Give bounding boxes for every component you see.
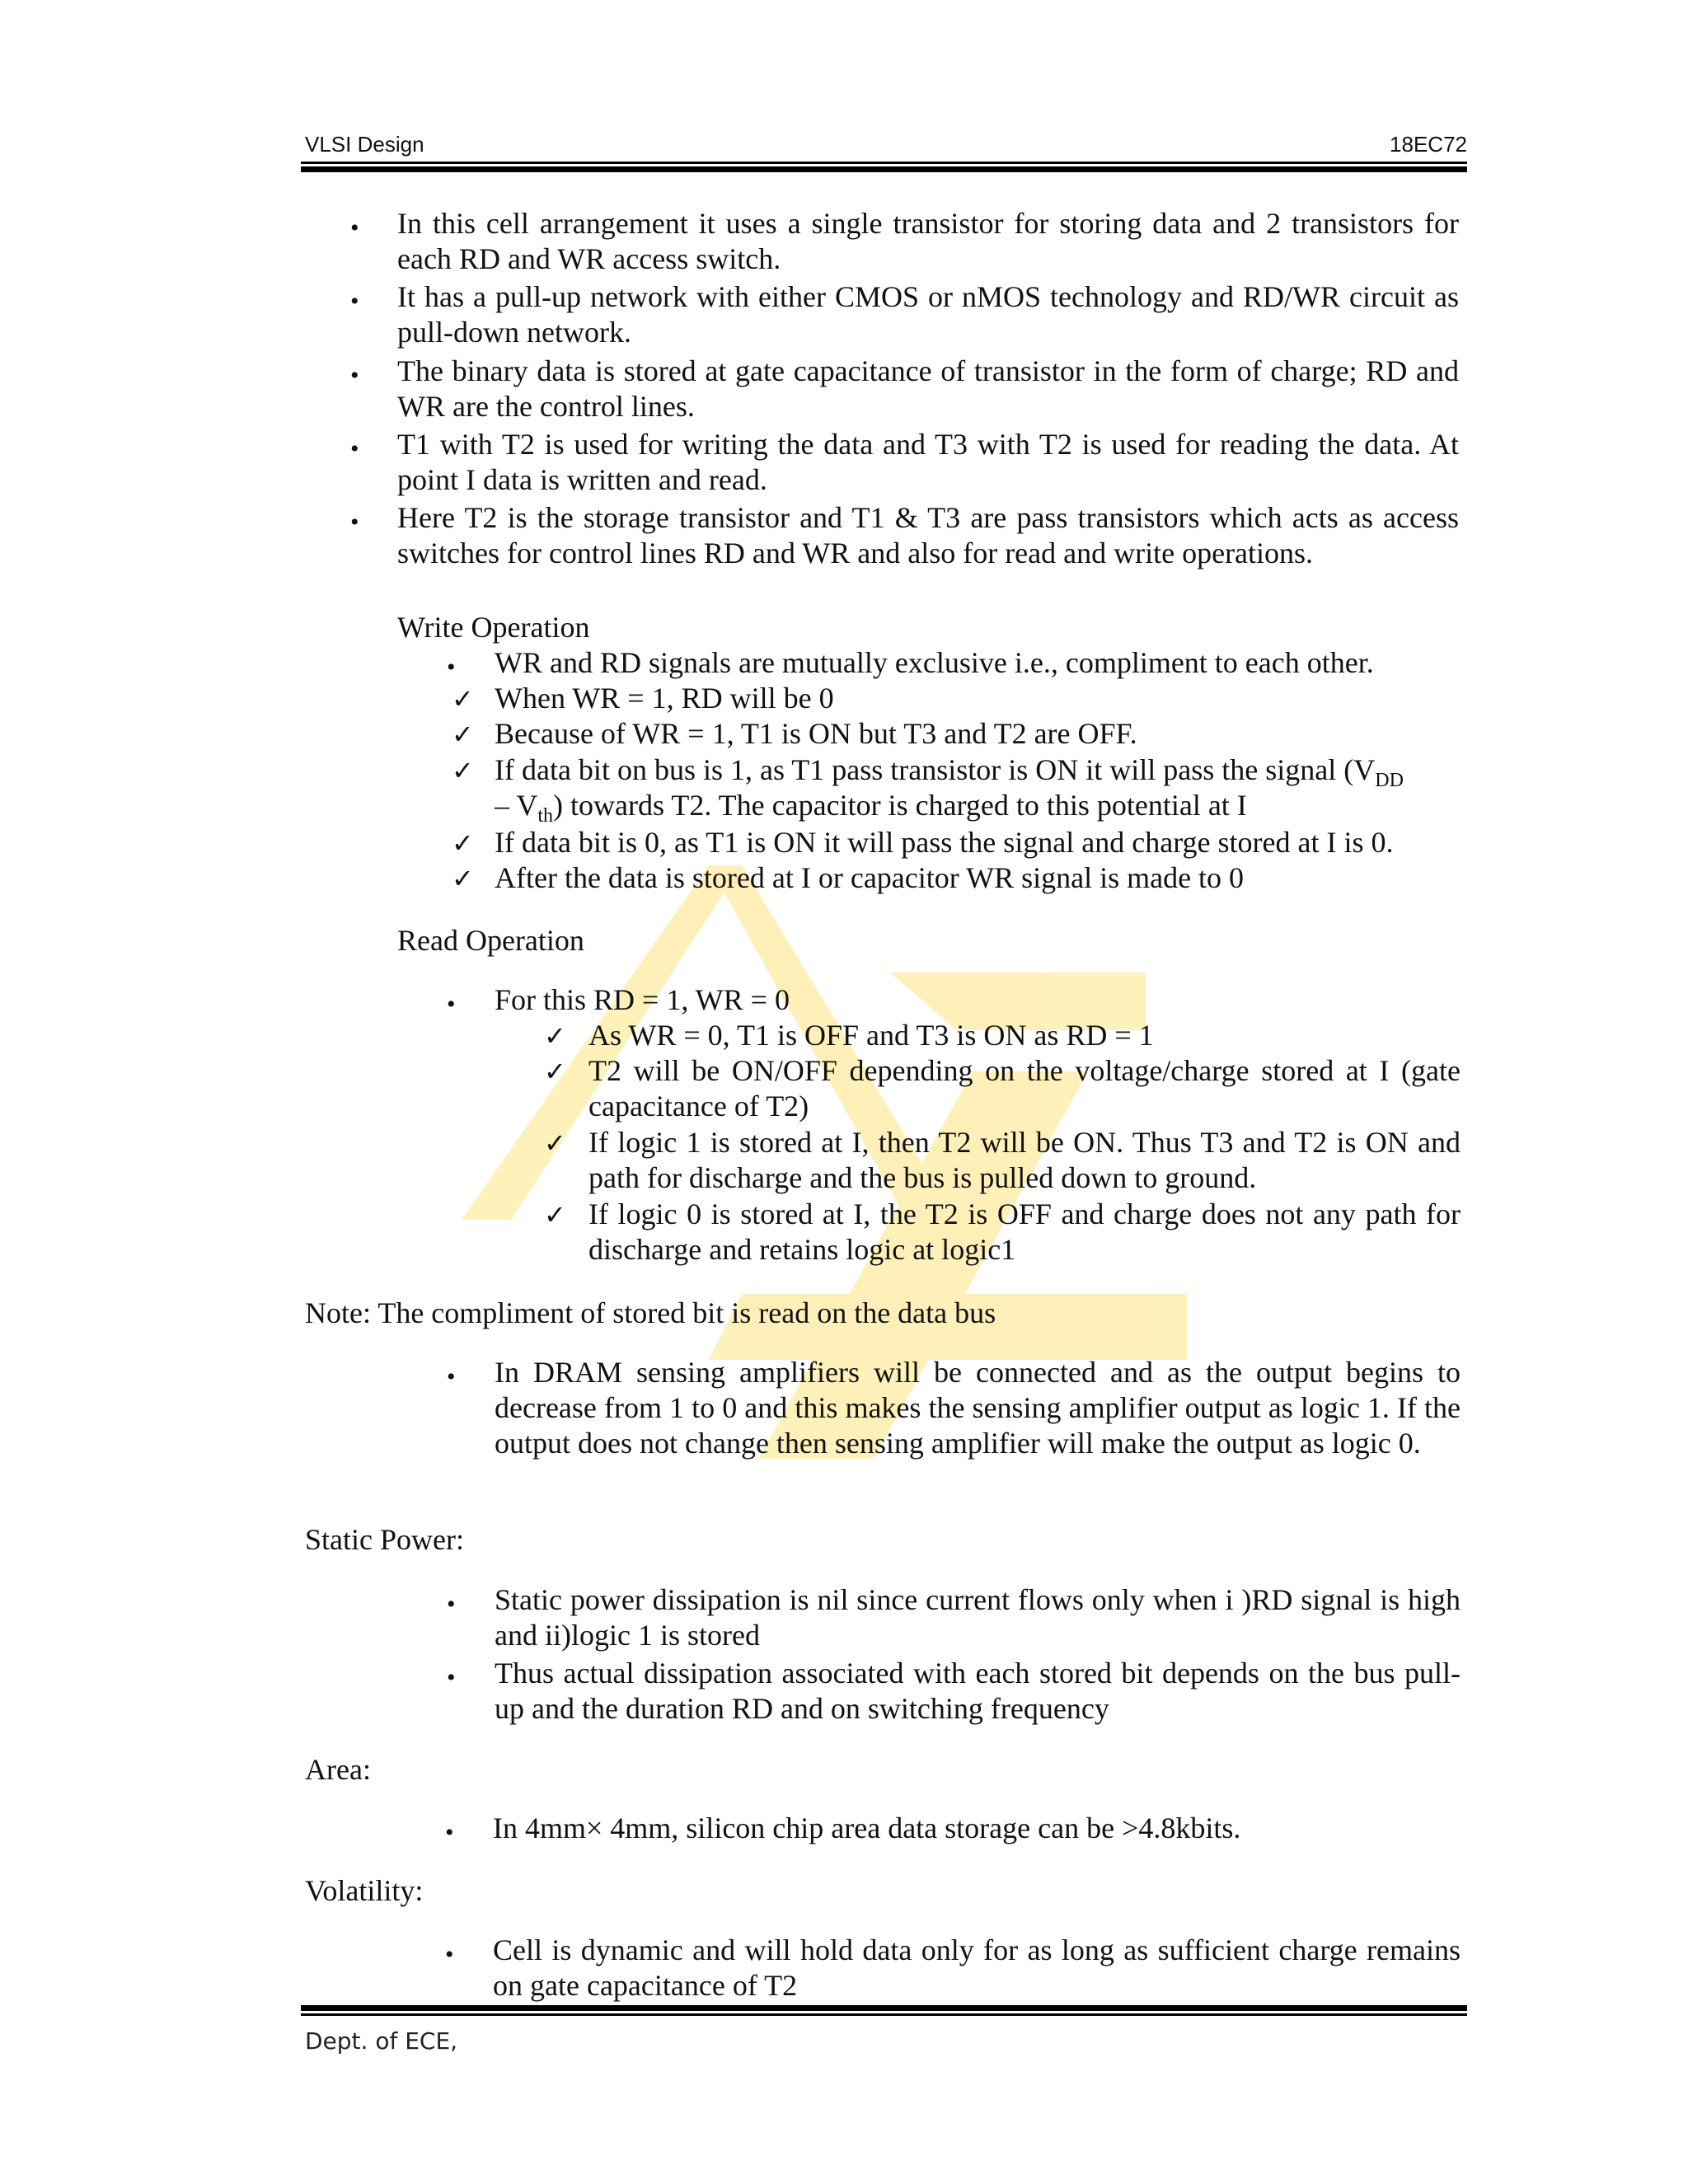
bullet-marker: • — [445, 1941, 454, 1968]
list-item: WR and RD signals are mutually exclusive i.e., compliment to each other. — [495, 646, 1374, 679]
page-header — [305, 132, 1467, 162]
list-item: After the data is stored at I or capacitor WR signal is made to 0 — [495, 861, 1245, 894]
header-course-code: 18EC72 — [1390, 132, 1467, 157]
bullet-marker: • — [350, 509, 359, 536]
bullet-marker: • — [350, 435, 359, 462]
bullet-marker: • — [350, 288, 359, 315]
check-icon: ✓ — [544, 1127, 566, 1159]
check-icon: ✓ — [452, 683, 474, 715]
list-item: When WR = 1, RD will be 0 — [495, 682, 834, 715]
list-item-text: If data bit on bus is 1, as T1 pass transistor is ON it will pass the signal (V — [495, 753, 1376, 786]
list-item — [495, 752, 1467, 827]
list-item: If data bit is 0, as T1 is ON it will pass the signal and charge stored at I is 0. — [495, 826, 1394, 859]
check-icon: ✓ — [452, 827, 474, 859]
list-item: Here T2 is the storage transistor and T1 & T3 are pass transistors which acts as access switches for control lines RD and WR and also for read and write operations. — [397, 501, 1459, 569]
footer-text: Dept. of ECE, — [305, 2027, 458, 2055]
list-item-text: ) towards T2. The capacitor is charged to this potential at I — [553, 789, 1247, 822]
footer-rule-thick — [301, 2005, 1467, 2011]
subscript-dd: DD — [1375, 770, 1404, 792]
check-icon: ✓ — [452, 719, 474, 750]
check-icon: ✓ — [544, 1020, 566, 1052]
bullet-marker: • — [447, 654, 456, 681]
list-item: Cell is dynamic and will hold data only for as long as sufficient charge remains on gate capacitance of T2 — [493, 1933, 1461, 2002]
list-item: Static power dissipation is nil since current flows only when i )RD signal is high and ii)logic 1 is stored — [495, 1583, 1461, 1652]
list-item: If logic 1 is stored at I, then T2 will be ON. Thus T3 and T2 is ON and path for discharge and the bus is pulled down to ground. — [588, 1126, 1461, 1194]
list-item: For this RD = 1, WR = 0 — [495, 983, 790, 1016]
write-operation-heading: Write Operation — [397, 611, 590, 644]
check-icon: ✓ — [452, 755, 474, 786]
list-item: The binary data is stored at gate capacitance of transistor in the form of charge; RD and WR are the control lines. — [397, 354, 1459, 423]
footer-rule — [301, 2013, 1467, 2016]
header-rule — [301, 162, 1467, 164]
header-title: VLSI Design — [305, 132, 424, 157]
list-item: If logic 0 is stored at I, the T2 is OFF and charge does not any path for discharge and retains logic at logic1 — [588, 1197, 1461, 1266]
static-power-heading: Static Power: — [305, 1523, 464, 1556]
check-icon: ✓ — [544, 1056, 566, 1087]
list-item: As WR = 0, T1 is OFF and T3 is ON as RD = 1 — [588, 1019, 1154, 1052]
area-heading: Area: — [305, 1753, 371, 1786]
list-item: Because of WR = 1, T1 is ON but T3 and T2 are OFF. — [495, 717, 1137, 750]
volatility-heading: Volatility: — [305, 1874, 424, 1907]
list-item: T2 will be ON/OFF depending on the voltage/charge stored at I (gate capacitance of T2) — [588, 1054, 1461, 1122]
list-item: Thus actual dissipation associated with each stored bit depends on the bus pull-up and the duration RD and on switching frequency — [495, 1657, 1461, 1725]
header-rule-thick — [301, 166, 1467, 172]
check-icon: ✓ — [544, 1199, 566, 1230]
list-item: T1 with T2 is used for writing the data and T3 with T2 is used for reading the data. At point I data is written and read. — [397, 428, 1459, 496]
bullet-marker: • — [447, 1591, 456, 1618]
list-item: In this cell arrangement it uses a single transistor for storing data and 2 transistors for each RD and WR access switch. — [397, 207, 1459, 275]
note-text: Note: The compliment of stored bit is read on the data bus — [305, 1296, 996, 1329]
bullet-marker: • — [447, 991, 456, 1018]
bullet-marker: • — [447, 1664, 456, 1691]
subscript-th: th — [537, 805, 554, 827]
list-item: It has a pull-up network with either CMOS or nMOS technology and RD/WR circuit as pull-down network. — [397, 280, 1459, 349]
bullet-marker: • — [447, 1363, 456, 1390]
bullet-marker: • — [445, 1819, 454, 1846]
check-icon: ✓ — [452, 863, 474, 894]
bullet-marker: • — [350, 362, 359, 389]
bullet-marker: • — [350, 214, 359, 241]
list-item-text: – V — [495, 789, 538, 822]
list-item: In DRAM sensing amplifiers will be connected and as the output begins to decrease from 1 to 0 and this makes the sensing amplifier output as logic 1. If the output does not change then sensing amplifier will make the output as logic 0. — [495, 1356, 1461, 1460]
read-operation-heading: Read Operation — [397, 924, 584, 957]
list-item: In 4mm× 4mm, silicon chip area data storage can be >4.8kbits. — [493, 1811, 1241, 1844]
